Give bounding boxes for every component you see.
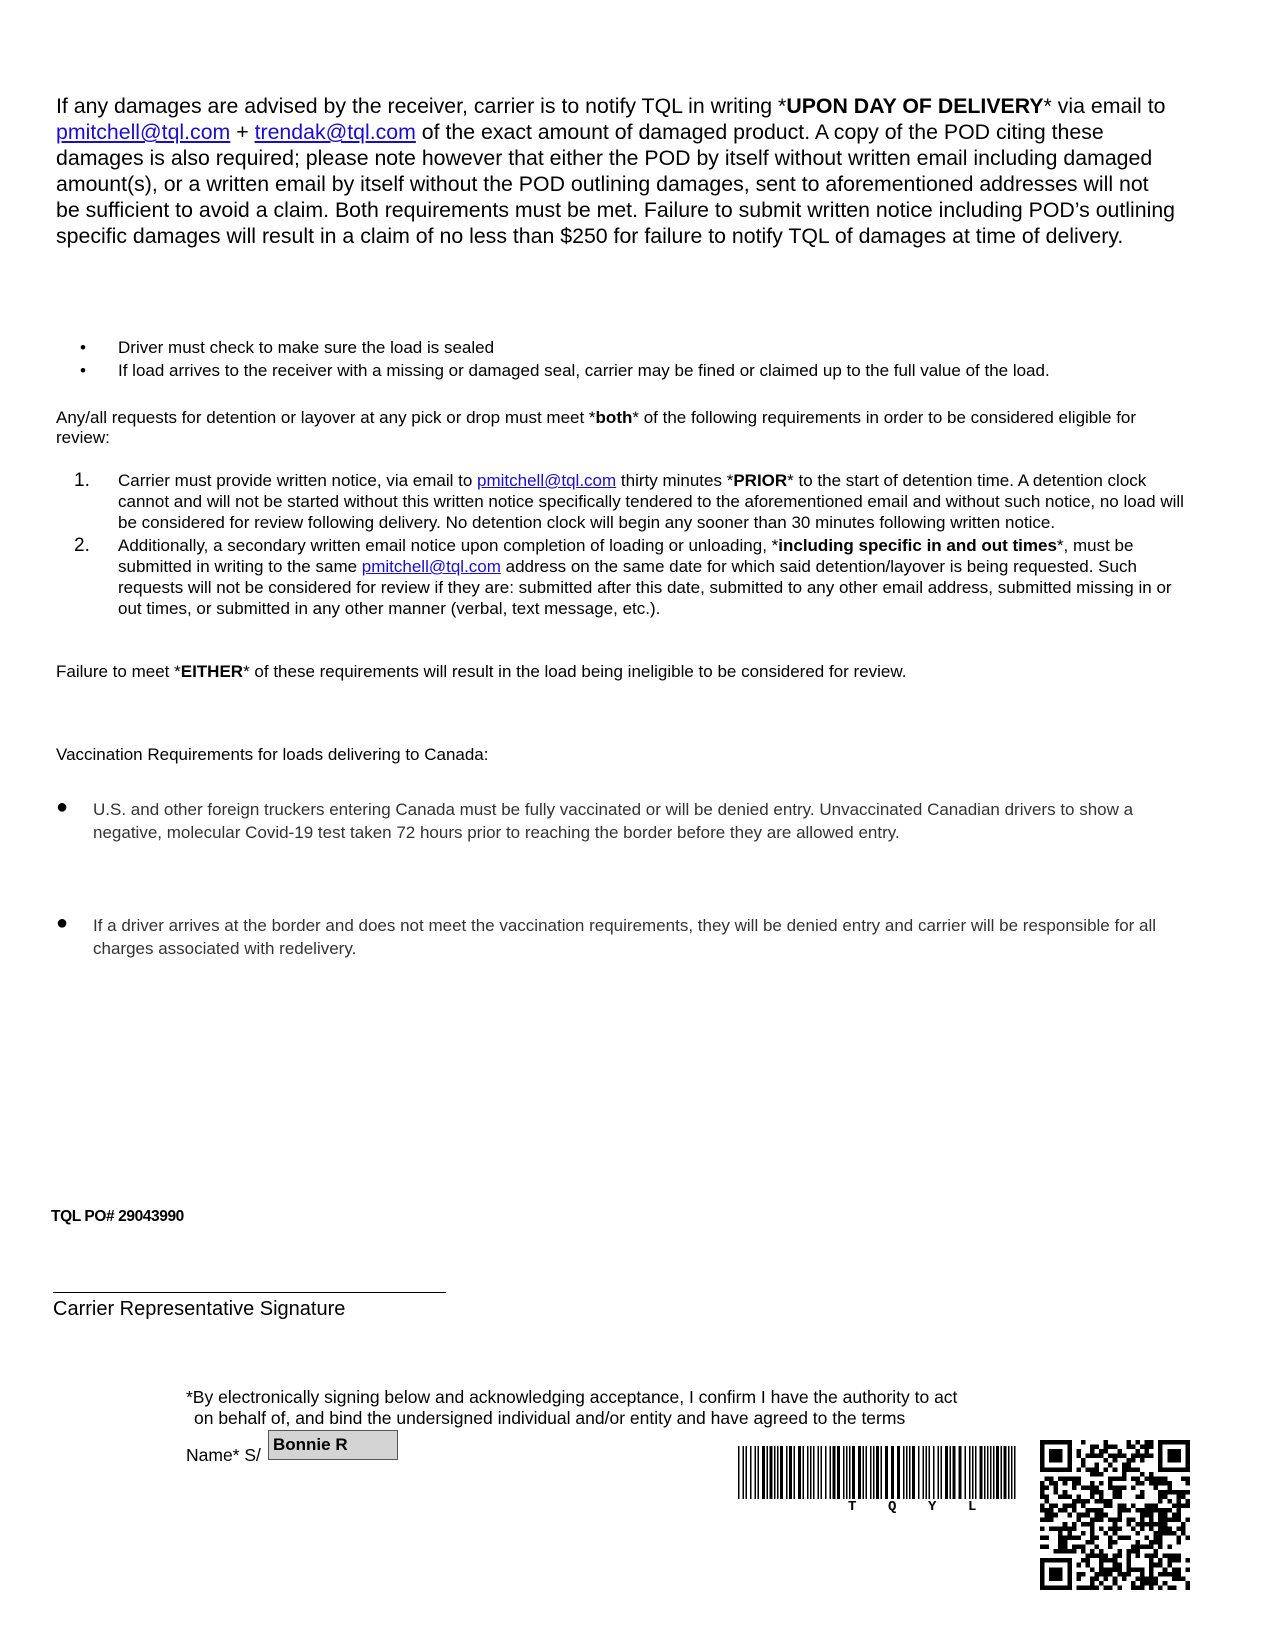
bullet-icon: ●	[56, 796, 69, 818]
email-link-pmitchell[interactable]: pmitchell@tql.com	[477, 471, 617, 490]
damages-after-bold: * via email to	[1043, 94, 1166, 118]
barcode-char: Y	[928, 1499, 937, 1515]
name-label: Name* S/	[186, 1445, 261, 1465]
list-item	[80, 359, 1050, 382]
barcode-char: Q	[888, 1499, 897, 1515]
qr-code-icon	[1040, 1440, 1190, 1590]
list-item	[80, 336, 1050, 359]
failure-paragraph	[56, 662, 1176, 682]
acknowledgement-line1: *By electronically signing below and acknowledging acceptance, I confirm I have the authority to act	[186, 1387, 958, 1407]
failure-post: * of these requirements will result in the load being ineligible to be considered for review.	[243, 662, 907, 681]
detention-intro-both: both	[595, 408, 633, 427]
po-number: TQL PO# 29043990	[51, 1208, 184, 1225]
item1-pre: Carrier must provide written notice, via email to	[118, 471, 478, 490]
vaccination-heading: Vaccination Requirements for loads delivering to Canada:	[56, 745, 489, 764]
acknowledgement-text	[186, 1387, 1046, 1429]
damages-notice-paragraph	[56, 93, 1176, 249]
email-link-trendak[interactable]: trendak@tql.com	[254, 120, 416, 144]
item2-post: address on the same date for which said detention/layover is being requested. Such requests will not be considered for review if they are: submitted after this date, submitted to any other email address, submitted missing in or out times, or submitted in any other manner (verbal, text message, etc.).	[118, 557, 1172, 618]
barcode-char: L	[968, 1499, 977, 1515]
bullet-icon: •	[80, 338, 86, 357]
acknowledgement-line2: on behalf of, and bind the undersigned individual and/or entity and have agreed to the terms	[194, 1408, 906, 1428]
barcode-caption	[738, 1499, 1020, 1519]
vaccination-item	[56, 798, 1186, 844]
seal-bullet-text: Driver must check to make sure the load is sealed	[118, 338, 495, 357]
detention-intro-paragraph	[56, 408, 1176, 448]
item2-pre: Additionally, a secondary written email notice upon completion of loading or unloading, *	[118, 536, 779, 555]
list-item	[56, 535, 1186, 619]
damages-intro: If any damages are advised by the receiver, carrier is to notify TQL in writing *	[56, 94, 787, 118]
barcode-icon	[738, 1446, 1020, 1499]
bullet-icon: •	[80, 361, 86, 380]
list-item	[56, 470, 1186, 533]
vaccination-item	[56, 914, 1186, 960]
detention-intro-post: * of the following requirements in order to be considered eligible for review:	[56, 408, 1137, 447]
list-number: 2.	[74, 535, 90, 556]
list-number: 1.	[74, 470, 90, 491]
item2-bold: including specific in and out times	[778, 536, 1057, 555]
email-link-pmitchell[interactable]: pmitchell@tql.com	[361, 557, 501, 576]
name-signature-field[interactable]: Bonnie R	[268, 1430, 398, 1460]
detention-intro-pre: Any/all requests for detention or layover at any pick or drop must meet *	[56, 408, 596, 427]
item1-prior: PRIOR	[733, 471, 788, 490]
damages-plus: +	[230, 120, 255, 144]
seal-requirements-list	[80, 336, 1050, 382]
item2-mid: *, must be submitted in writing to the same	[118, 536, 1134, 576]
failure-pre: Failure to meet *	[56, 662, 181, 681]
damages-rest: of the exact amount of damaged product. A copy of the POD citing these damages is also required; please note however that either the POD by itself without written email including damaged amount(s), or a written email by itself without the POD outlining damages, sent to aforementioned addresses will not be sufficient to avoid a claim. Both requirements must be met. Failure to submit written notice including POD’s outlining specific damages will result in a claim of no less than $250 for failure to notify TQL of damages at time of delivery.	[56, 120, 1176, 248]
seal-bullet-text: If load arrives to the receiver with a missing or damaged seal, carrier may be fined or claimed up to the full value of the load.	[118, 361, 1050, 380]
barcode-char: T	[848, 1499, 857, 1515]
vaccination-item-text: U.S. and other foreign truckers entering Canada must be fully vaccinated or will be denied entry. Unvaccinated Canadian drivers to show a negative, molecular Covid-19 test taken 72 hours prior to reaching the border before they are allowed entry.	[93, 800, 1134, 842]
detention-requirements-list	[56, 470, 1186, 619]
damages-upon-day-of-delivery: UPON DAY OF DELIVERY	[786, 94, 1044, 118]
failure-either: EITHER	[180, 662, 244, 681]
item1-post: * to the start of detention time. A detention clock cannot and will not be started without this written notice specifically tendered to the aforementioned email and without such notice, no load will be considered for review following delivery. No detention clock will begin any sooner than 30 minutes following written notice.	[118, 471, 1184, 532]
signature-label: Carrier Representative Signature	[53, 1298, 346, 1320]
bullet-icon: ●	[56, 912, 69, 934]
email-link-pmitchell[interactable]: pmitchell@tql.com	[56, 120, 231, 144]
item1-mid: thirty minutes *	[616, 471, 734, 490]
signature-line[interactable]	[53, 1292, 446, 1293]
vaccination-item-text: If a driver arrives at the border and does not meet the vaccination requirements, they will be denied entry and carrier will be responsible for all charges associated with redelivery.	[93, 916, 1157, 958]
